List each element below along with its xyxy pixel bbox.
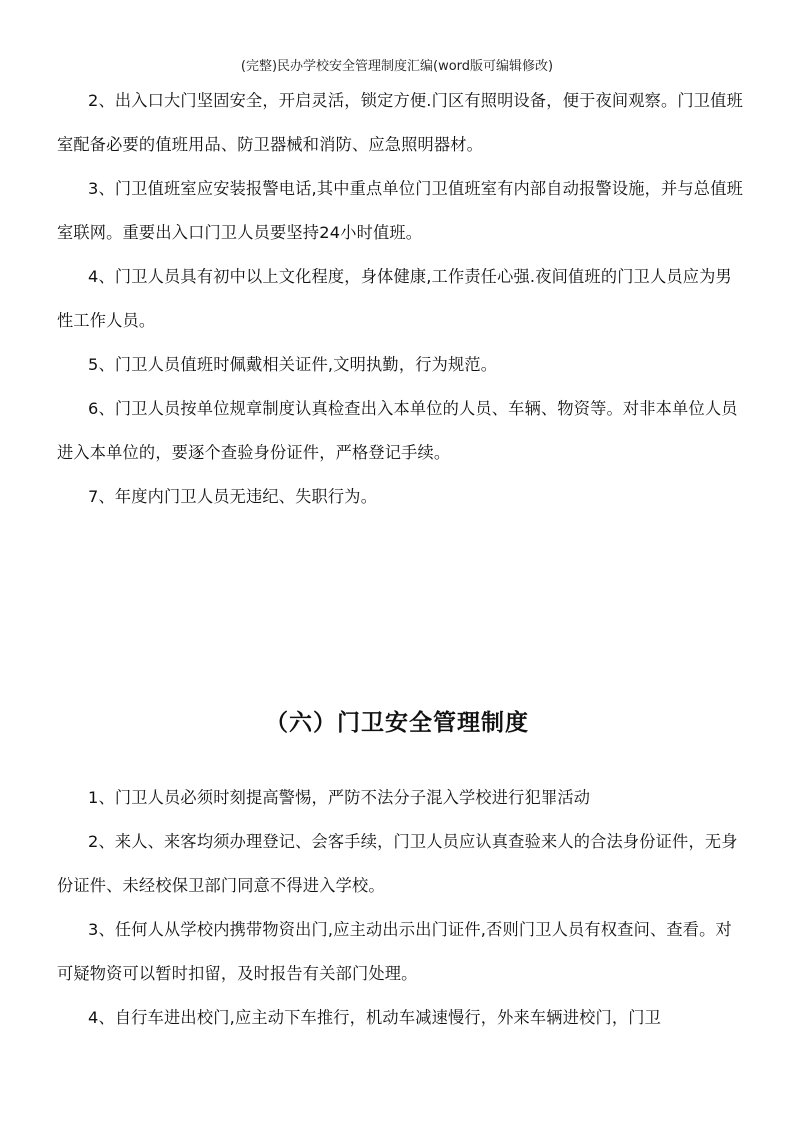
paragraph-line: 人员应为男性工作人员。 — [57, 267, 732, 330]
rule-2 — [57, 820, 745, 908]
paragraph-3 — [57, 167, 745, 255]
paragraph-line: 并与总值班室联网。重要出入口门卫人员要坚持24小时值班。 — [57, 179, 743, 242]
section-title: （六）门卫安全管理制度 — [265, 710, 529, 736]
paragraph-line: 证件，无身份证件、未经校保卫部门同意不得进入学校。 — [57, 832, 738, 895]
paragraph-line: 2、出入口大门坚固安全，开启灵活，锁定方便.门区有照明设备，便于夜间观察。 — [88, 91, 678, 110]
paragraph-line: 门卫值班室配备必要的值班用品、防卫器械和消防、应急照明器材。 — [57, 91, 743, 154]
paragraph-line: 3、门卫值班室应安装报警电话,其中重点单位门卫值班室有内部自动报警设施， — [88, 179, 662, 198]
paragraph-line: 2、来人、来客均须办理登记、会客手续，门卫人员应认真查验来人的合法身份 — [88, 832, 656, 851]
paragraph-line: 查看。对可疑物资可以暂时扣留，及时报告有关部门处理。 — [57, 920, 732, 983]
paragraph-line: 5、门卫人员值班时佩戴相关证件,文明执勤，行为规范。 — [88, 355, 498, 374]
paragraph-2 — [57, 79, 745, 167]
paragraph-line: 1、门卫人员必须时刻提高警惕，严防不法分子混入学校进行犯罪活动 — [88, 788, 591, 807]
rule-3 — [57, 908, 745, 996]
paragraph-line: 4、自行车进出校门,应主动下车推行，机动车减速慢行，外来车辆进校门，门卫 — [88, 1008, 662, 1027]
paragraph-line: 3、任何人从学校内携带物资出门,应主动出示出门证件,否则门卫人员有权查问、 — [88, 920, 667, 939]
running-header: (完整)民办学校安全管理制度汇编(word版可编辑修改) — [240, 59, 554, 74]
paragraph-7 — [57, 475, 745, 519]
rule-1 — [57, 776, 745, 820]
paragraph-5 — [57, 343, 745, 387]
rule-4 — [57, 996, 745, 1040]
paragraph-line: 7、年度内门卫人员无违纪、失职行为。 — [88, 487, 378, 506]
paragraph-line: 本单位人员进入本单位的，要逐个查验身份证件，严格登记手续。 — [57, 399, 738, 462]
paragraph-line: 6、门卫人员按单位规章制度认真检查出入本单位的人员、车辆、物资等。对非 — [88, 399, 656, 418]
paragraph-6 — [57, 387, 745, 475]
paragraph-line: 4、门卫人员具有初中以上文化程度，身体健康,工作责任心强.夜间值班的门卫 — [88, 267, 650, 286]
paragraph-4 — [57, 255, 745, 343]
